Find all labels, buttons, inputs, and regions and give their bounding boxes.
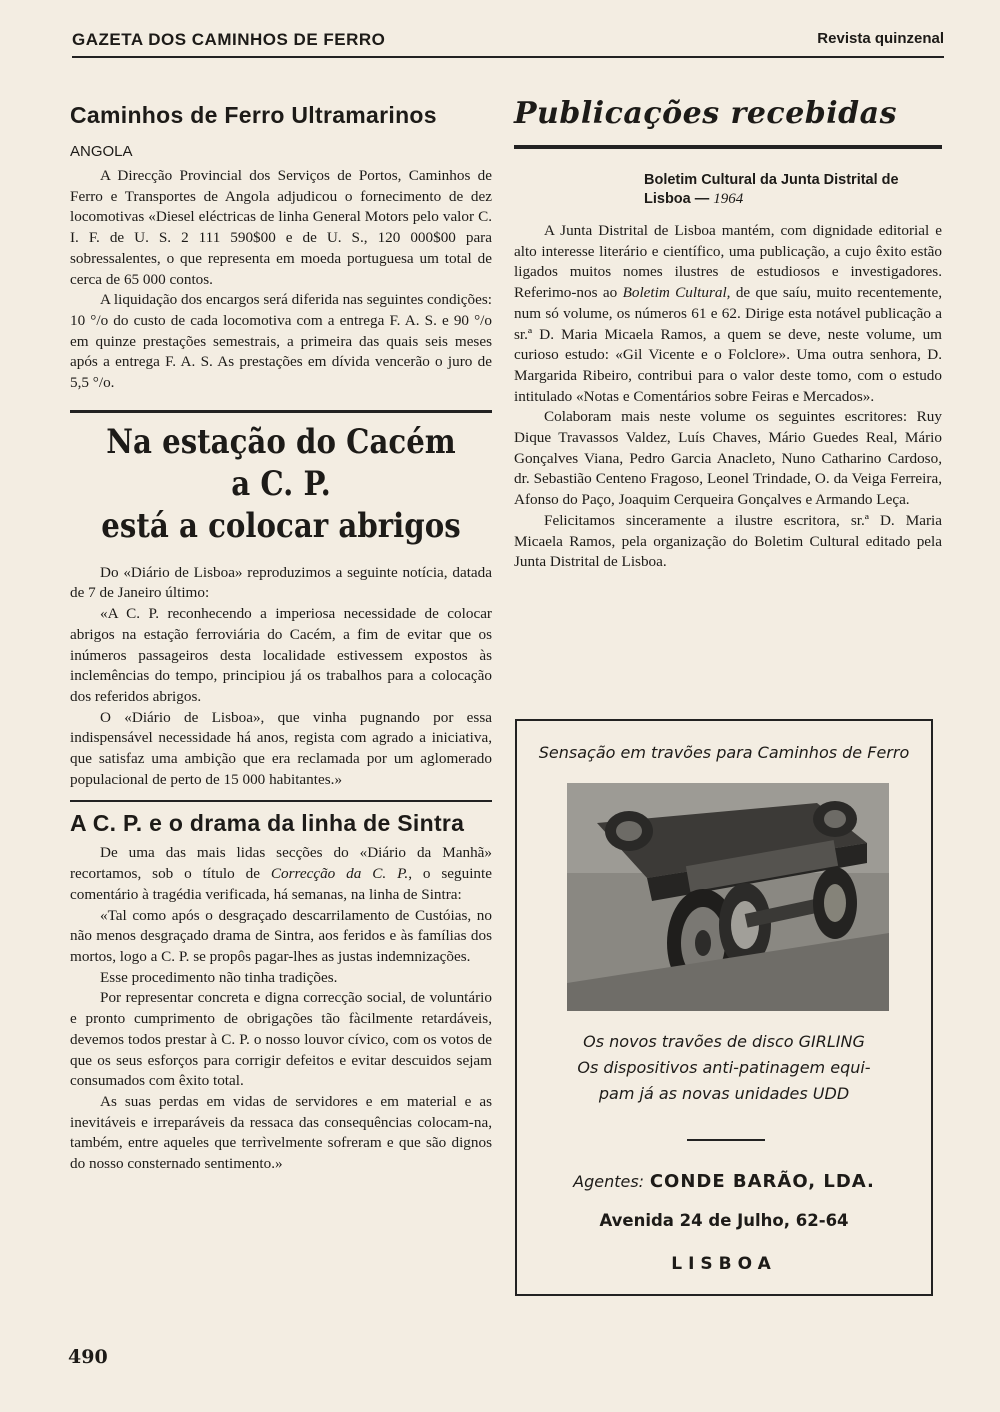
ad-divider [687,1139,765,1141]
sintra-paragraph-5: As suas perdas em vidas de servidores e em material e as inevitáveis e irreparáveis da ressaca das consequências colocam-na, também, entre aqueles que terrìvelmente sofreram e que são dignos do nosso consternado sentimento.» [70,1092,492,1173]
boletim-year: 1964 [713,191,744,207]
publicacoes-p1-text: A Junta Distrital de Lisboa mantém, com dignidade editorial e alto interesse literário e científico, uma publicação, a cujo êxito estão ligados muitos nomes ilustres de estudiosos e investigadores. Referimo-nos ao [514,222,942,302]
ad-city: LISBOA [671,1254,777,1274]
ad-agents-label: Agentes: [573,1172,645,1191]
section-rule [514,145,942,149]
angola-subtitle: ANGOLA [70,143,133,160]
ad-caption-line-3: pam já as novas unidades UDD [598,1084,850,1103]
sintra-title: A C. P. e o drama da linha de Sintra [70,810,465,837]
section-rule [70,410,492,413]
ad-headline: Sensação em travões para Caminhos de Ferro [538,743,910,762]
journal-frequency: Revista quinzenal [817,30,944,47]
sintra-paragraph-3: Esse procedimento não tinha tradições. [100,968,338,986]
cacem-title-line-2: está a colocar abrigos [101,505,461,546]
ultramarinos-title: Caminhos de Ferro Ultramarinos [70,102,437,128]
publicacoes-p1-text-end: de que saíu, muito recentemente, num só volume, os números 61 e 62. Dirige esta notável publicação a sr.ª D. Maria Micaela Ramos, a quem se deve, neste volume, um curioso estudo: «Gil Vicente e o Folclore». Uma outra senhora, D. Margarida Ribeiro, contribui para o valor deste tomo, com o estudo intitulado «Notas e Comentários sobre Feiras e Mercados». [514,284,942,405]
publicacoes-paragraph-2: Colaboram mais neste volume os seguintes escritores: Ruy Dique Travassos Valdez, Luís Chaves, Mário Guedes Real, Mário Gonçalves Viana, Pedro Garcia Anacleto, Nuno Catharino Cardoso, dr. Sebastião Centeno Fragoso, Leonel Trindade, O. da Veiga Ferreira, Afonso do Paço, Joaquim Cerqueira Gonçalves e Armando Leça. [514,408,942,509]
publicacoes-p1-emphasis: Boletim Cultural, [622,284,731,302]
cacem-title-line-1: Na estação do Cacém a C. P. [106,421,456,504]
right-column [514,96,942,573]
boletim-title-text: Boletim Cultural da Junta Distrital de Lisboa — [644,172,899,207]
ultramarinos-paragraph-2: A liquidação dos encargos será diferida nas seguintes condições: 10 °/o do custo de cada locomotiva com a entrega F. A. S. e 90 °/o em quinze prestações semestrais, a primeira das quais seis meses após a entrega F. A. S. As prestações em dívida vencerão o juro de 5,5 °/o. [70,291,492,392]
ad-caption [517,1029,931,1107]
boletim-title [514,171,942,209]
page-number: 490 [68,1346,108,1368]
advertisement [515,719,933,1296]
ad-agents [517,1171,931,1192]
ultramarinos-paragraph-1: A Direcção Provincial dos Serviços de Portos, Caminhos de Ferro e Transportes de Angola adjudicou o fornecimento de dez locomotivas «Diesel eléctricas de linha General Motors pelo valor C. I. F. de U. S. 2 111 590$00 e de U. S., 120 000$00 para sobressalentes, o que representa em moeda portuguesa um total de cerca de 65 000 contos. [70,167,492,288]
sintra-p1-emphasis: Correcção da C. P. [270,865,409,883]
sintra-p1-text-end: , o seguinte comentário à tragédia verificada, há semanas, na linha de Sintra: [70,865,492,903]
brake-bogie-photo [567,783,889,1011]
sintra-p1-text: De uma das mais lidas secções do «Diário da Manhã» recortamos, sob o título de [70,844,492,883]
cacem-paragraph-2: «A C. P. reconhecendo a imperiosa necessidade de colocar abrigos na estação ferroviária do Cacém, a fim de evitar que os inúmeros passageiros desta localidade estivessem expostos às inclemências do tempo, principiou já os trabalhos para a colocação dos referidos abrigos. [70,605,492,705]
publicacoes-title: Publicações recebidas [514,96,897,131]
cacem-paragraph-3: O «Diário de Lisboa», que vinha pugnando por essa indispensável necessidade há anos, regista com agrado a iniciativa, que satisfaz uma ambição que era reclamada por um aglomerado populacional de perto de 15 000 habitantes.» [70,708,492,788]
journal-title: GAZETA DOS CAMINHOS DE FERRO [72,30,386,49]
cacem-title [70,421,492,547]
ad-caption-line-2: Os dispositivos anti-patinagem equi- [577,1058,871,1077]
sintra-paragraph-4: Por representar concreta e digna correcção social, de voluntário e pronto cumprimento de obrigações tão fàcilmente retardáveis, devemos todos prestar à C. P. o nosso louvor cívico, com os votos de que os seus esforços para corrigir defeitos e evitar descuidos sejam consumados com êxito total. [70,989,492,1090]
header-rule [72,56,944,58]
running-header [72,30,944,54]
publicacoes-paragraph-1 [514,221,942,407]
ad-agents-name: CONDE BARÃO, LDA. [649,1171,875,1192]
brake-bogie-illustration [567,783,889,1011]
left-column [70,96,492,1175]
section-rule [70,800,492,802]
ad-caption-line-1: Os novos travões de disco GIRLING [583,1032,865,1051]
publicacoes-paragraph-3: Felicitamos sinceramente a ilustre escritora, sr.ª D. Maria Micaela Ramos, pela organização do Boletim Cultural editado pela Junta Distrital de Lisboa. [514,511,942,571]
sintra-paragraph-1 [70,843,492,905]
ad-address: Avenida 24 de Julho, 62-64 [599,1211,849,1230]
cacem-paragraph-1: Do «Diário de Lisboa» reproduzimos a seguinte notícia, datada de 7 de Janeiro último: [70,563,492,602]
sintra-paragraph-2: «Tal como após o desgraçado descarrilamento de Custóias, no não menos desgraçado drama de Sintra, aos feridos e às famílias dos mortos, logo a C. P. se propôs pagar-lhes as justas indemnizações. [70,906,492,965]
